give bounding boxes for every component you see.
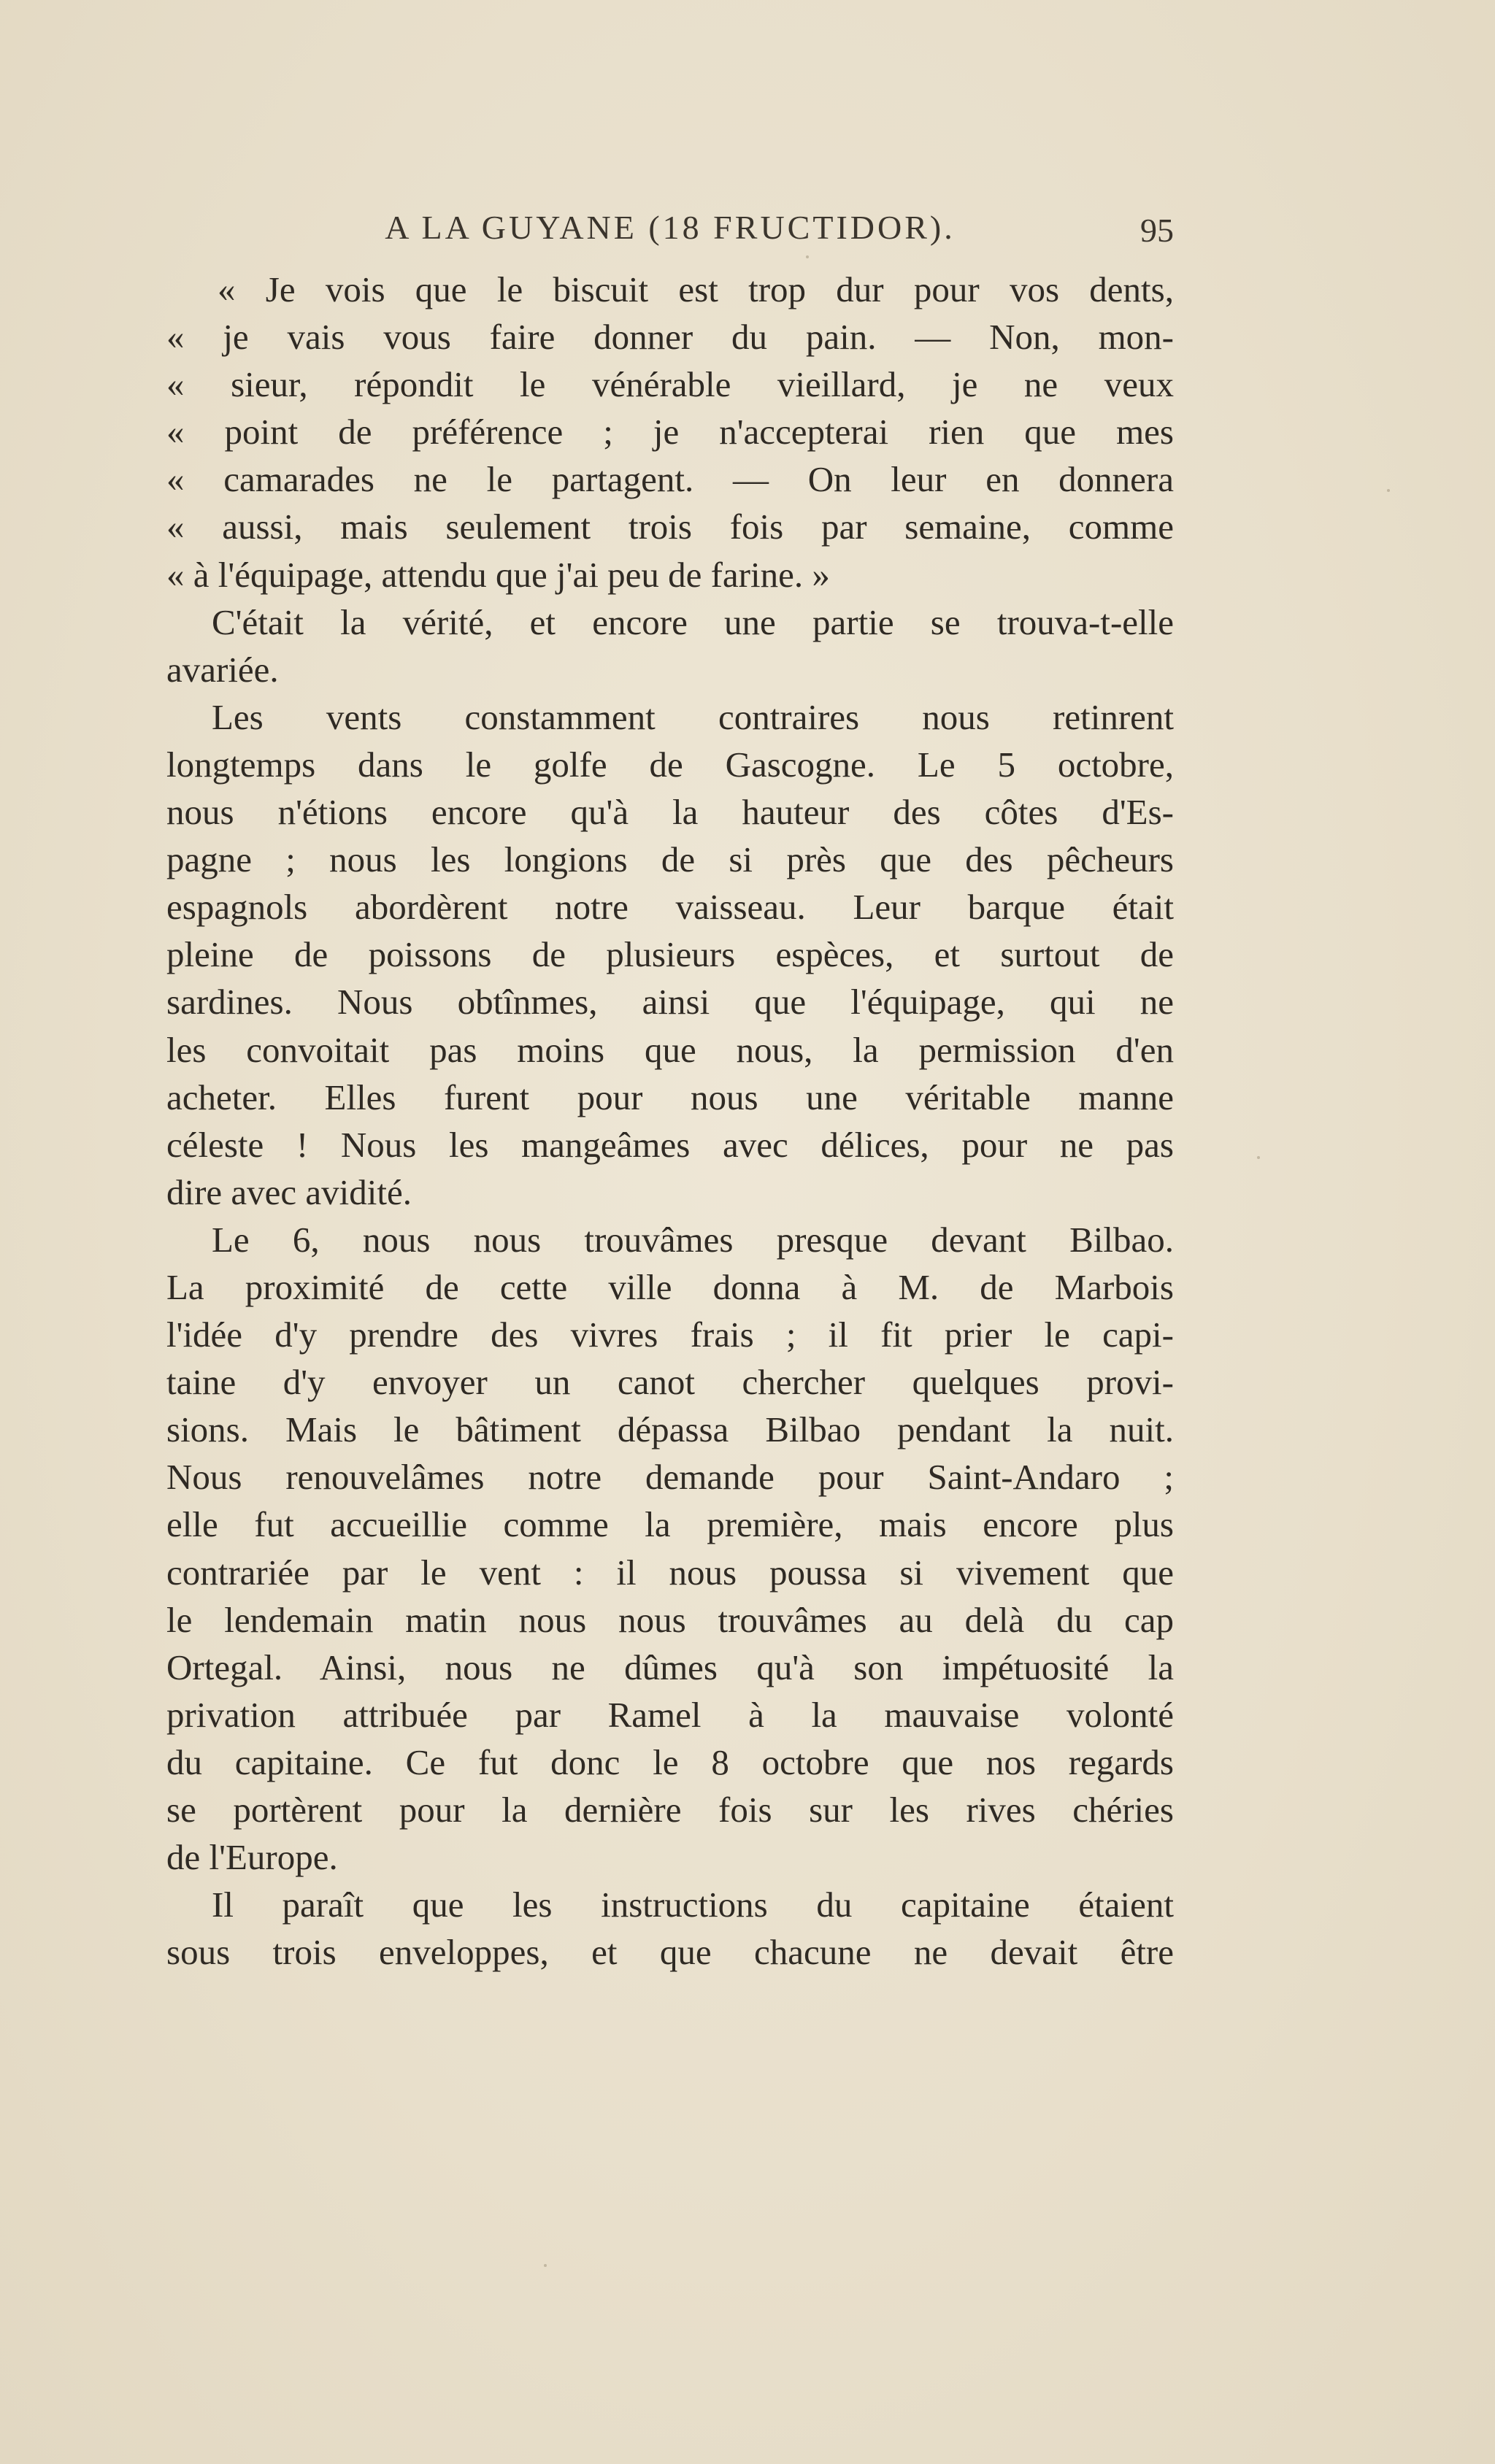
paper-speck [1257,1156,1260,1159]
text-line: privation attribuée par Ramel à la mauvaise volonté [166,1694,1174,1735]
paper-speck [544,2264,547,2267]
text-line: « à l'équipage, attendu que j'ai peu de farine. » [166,554,830,595]
text-line: longtemps dans le golfe de Gascogne. Le 5 octobre, [166,744,1174,785]
text-line: se portèrent pour la dernière fois sur les rives chéries [166,1790,1174,1830]
text-line: « point de préférence ; je n'accepterai rien que mes [166,412,1174,453]
text-line: Ortegal. Ainsi, nous ne dûmes qu'à son impétuosité la [166,1647,1174,1687]
text-line: « Je vois que le biscuit est trop dur pour vos dents, [218,269,1174,309]
text-line: La proximité de cette ville donna à M. de Marbois [166,1266,1174,1307]
text-line: sions. Mais le bâtiment dépassa Bilbao pendant la nuit. [166,1409,1174,1450]
text-line: le lendemain matin nous nous trouvâmes au delà du cap [166,1599,1174,1640]
text-line: Les vents constamment contraires nous retinrent [212,696,1174,737]
page-header [166,208,1174,252]
text-line: Il paraît que les instructions du capitaine étaient [212,1884,1174,1925]
body-text [166,266,1174,1976]
text-line: elle fut accueillie comme la première, mais encore plus [166,1504,1174,1545]
text-line: acheter. Elles furent pour nous une véritable manne [166,1077,1174,1117]
page-number: 95 [1140,212,1174,249]
text-line: Nous renouvelâmes notre demande pour Saint-Andaro ; [166,1457,1174,1498]
text-line: « je vais vous faire donner du pain. — Non, mon- [166,317,1174,358]
text-line: de l'Europe. [166,1837,338,1878]
text-line: dire avec avidité. [166,1171,412,1212]
text-line: « camarades ne le partagent. — On leur en donnera [166,459,1174,500]
text-line: Le 6, nous nous trouvâmes presque devant Bilbao. [212,1219,1174,1260]
text-line: sardines. Nous obtînmes, ainsi que l'équipage, qui ne [166,982,1174,1023]
text-line: contrariée par le vent : il nous poussa si vivement que [166,1552,1174,1593]
text-line: sous trois enveloppes, et que chacune ne devait être [166,1932,1174,1973]
running-title: A LA GUYANE (18 FRUCTIDOR). [385,209,956,246]
text-line: l'idée d'y prendre des vivres frais ; il fit prier le capi- [166,1314,1174,1355]
paper-speck [1387,489,1390,492]
text-line: pagne ; nous les longions de si près que des pêcheurs [166,839,1174,880]
text-line: nous n'étions encore qu'à la hauteur des côtes d'Es- [166,792,1174,833]
text-line: les convoitait pas moins que nous, la permission d'en [166,1029,1174,1070]
text-line: « sieur, répondit le vénérable vieillard, je ne veux [166,364,1174,405]
text-line: taine d'y envoyer un canot chercher quelques provi- [166,1362,1174,1403]
text-line: céleste ! Nous les mangeâmes avec délices, pour ne pas [166,1124,1174,1165]
text-line: « aussi, mais seulement trois fois par semaine, comme [166,507,1174,547]
text-line: avariée. [166,649,279,690]
text-line: espagnols abordèrent notre vaisseau. Leur barque était [166,887,1174,928]
text-line: pleine de poissons de plusieurs espèces, et surtout de [166,934,1174,975]
paper-speck [806,255,809,258]
text-line: C'était la vérité, et encore une partie se trouva-t-elle [212,601,1174,642]
text-line: du capitaine. Ce fut donc le 8 octobre que nos regards [166,1741,1174,1782]
